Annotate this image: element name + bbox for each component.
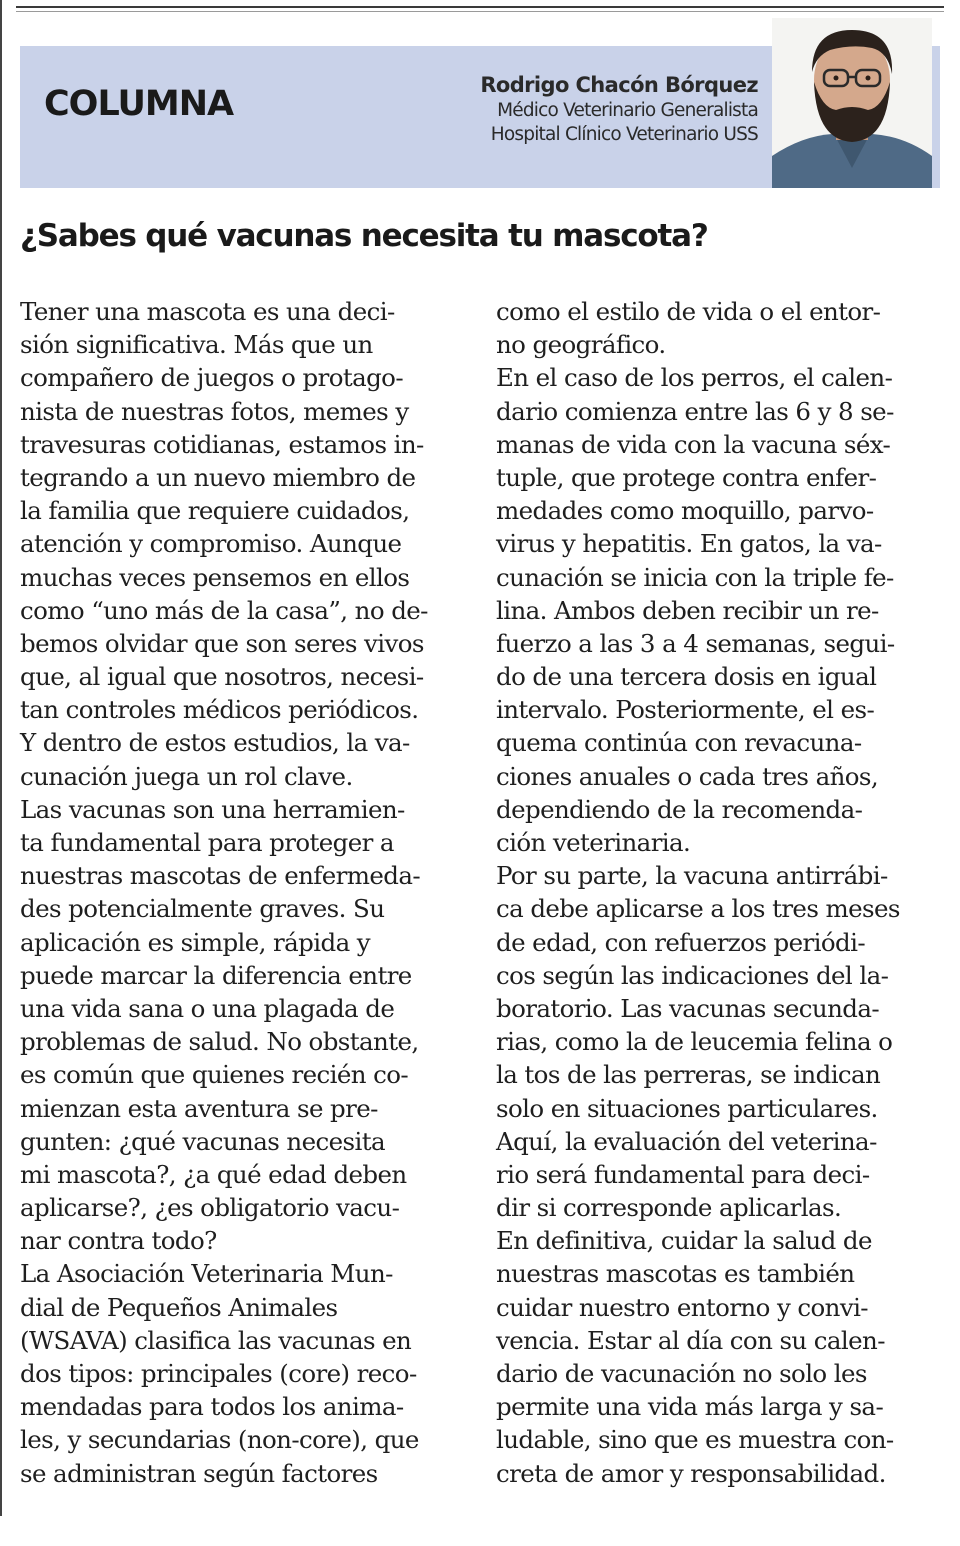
- article-text-line: aplicación es simple, rápida y: [20, 927, 371, 957]
- article-text-line: dial de Pequeños Animales: [20, 1292, 338, 1322]
- article-text-line: boratorio. Las vacunas secunda-: [496, 993, 880, 1023]
- author-institution: Hospital Clínico Veterinario USS: [490, 124, 758, 145]
- article-text-line: como el estilo de vida o el entor-: [496, 297, 881, 326]
- section-label: COLUMNA: [44, 84, 234, 124]
- article-text-line: nuestras mascotas es también: [496, 1259, 855, 1289]
- author-byline: [480, 72, 758, 147]
- article-text-line: Por su parte, la vacuna antirrábi-: [496, 861, 888, 891]
- article-text-line: es común que quienes recién co-: [20, 1060, 409, 1090]
- article-text-line: una vida sana o una plagada de: [20, 993, 395, 1023]
- article-text-line: problemas de salud. No obstante,: [20, 1027, 419, 1057]
- article-text-line: sión significativa. Más que un: [20, 330, 373, 360]
- author-name: Rodrigo Chacón Bórquez: [480, 73, 758, 97]
- article-text-line: mi mascota?, ¿a qué edad deben: [20, 1159, 407, 1189]
- article-text-line: tan controles médicos periódicos.: [20, 695, 419, 725]
- article-text-line: se administran según factores: [20, 1458, 378, 1488]
- article-text-line: la tos de las perreras, se indican: [496, 1060, 881, 1090]
- page-edge-rule: [0, 0, 2, 1516]
- article-text-line: dir si corresponde aplicarlas.: [496, 1193, 842, 1223]
- author-photo: [772, 18, 932, 188]
- article-text-line: cuidar nuestro entorno y convi-: [496, 1292, 868, 1322]
- article-text-line: ludable, sino que es muestra con-: [496, 1425, 894, 1455]
- article-text-line: dependiendo de la recomenda-: [496, 794, 863, 824]
- article-text-line: En definitiva, cuidar la salud de: [496, 1226, 872, 1256]
- article-text-line: ta fundamental para proteger a: [20, 828, 394, 857]
- article-text-line: intervalo. Posteriormente, el es-: [496, 695, 875, 725]
- article-text-line: ción veterinaria.: [496, 828, 691, 857]
- article-text-line: nista de nuestras fotos, memes y: [20, 396, 409, 426]
- article-text-line: puede marcar la diferencia entre: [20, 960, 412, 990]
- article-text-line: quema continúa con revacuna-: [496, 728, 862, 758]
- article-text-line: rio será fundamental para deci-: [496, 1159, 870, 1189]
- article-text-line: mendadas para todos los anima-: [20, 1392, 404, 1422]
- article-text-line: cos según las indicaciones del la-: [496, 960, 889, 990]
- article-text-line: compañero de juegos o protago-: [20, 363, 404, 393]
- article-text-line: que, al igual que nosotros, necesi-: [20, 662, 424, 692]
- article-text-line: Las vacunas son una herramien-: [20, 794, 405, 824]
- article-text-line: dos tipos: principales (core) reco-: [20, 1359, 417, 1388]
- column-banner: [20, 46, 940, 188]
- top-rule: [16, 6, 944, 8]
- article-text-line: La Asociación Veterinaria Mun-: [20, 1259, 393, 1289]
- article-text-line: atención y compromiso. Aunque: [20, 529, 402, 559]
- article-column-right: [496, 295, 942, 1490]
- article-text-line: no geográfico.: [496, 330, 666, 360]
- article-text-line: des potencialmente graves. Su: [20, 894, 385, 924]
- article-text-line: (WSAVA) clasifica las vacunas en: [20, 1325, 412, 1355]
- article-text-line: medades como moquillo, parvo-: [496, 496, 874, 526]
- article-text-line: Aquí, la evaluación del veterina-: [496, 1126, 877, 1156]
- article-text-line: de edad, con refuerzos periódi-: [496, 927, 866, 957]
- article-text-line: rias, como la de leucemia felina o: [496, 1027, 893, 1057]
- article-text-line: vencia. Estar al día con su calen-: [496, 1325, 885, 1355]
- article-text-line: nar contra todo?: [20, 1226, 217, 1256]
- top-rule-thin: [16, 11, 944, 12]
- article-text-line: gunten: ¿qué vacunas necesita: [20, 1126, 385, 1156]
- article-text-line: cunación se inicia con la triple fe-: [496, 562, 894, 592]
- article-headline: ¿Sabes qué vacunas necesita tu mascota?: [20, 218, 708, 254]
- article-text-line: Tener una mascota es una deci-: [20, 297, 395, 326]
- article-text-line: como “uno más de la casa”, no de-: [20, 595, 428, 625]
- article-text-line: creta de amor y responsabilidad.: [496, 1458, 886, 1488]
- article-text-line: permite una vida más larga y sa-: [496, 1392, 884, 1422]
- article-text-line: do de una tercera dosis en igual: [496, 662, 877, 692]
- article-text-line: travesuras cotidianas, estamos in-: [20, 429, 424, 459]
- article-text-line: bemos olvidar que son seres vivos: [20, 628, 424, 658]
- article-text-line: virus y hepatitis. En gatos, la va-: [496, 529, 882, 559]
- article-text-line: tuple, que protege contra enfer-: [496, 462, 877, 492]
- article-text-line: manas de vida con la vacuna séx-: [496, 429, 891, 459]
- article-text-line: lina. Ambos deben recibir un re-: [496, 595, 879, 625]
- article-text-line: muchas veces pensemos en ellos: [20, 562, 410, 592]
- article-text-line: En el caso de los perros, el calen-: [496, 363, 893, 393]
- article-text-line: la familia que requiere cuidados,: [20, 496, 410, 526]
- article-text-line: nuestras mascotas de enfermeda-: [20, 861, 421, 891]
- article-text-line: ca debe aplicarse a los tres meses: [496, 894, 900, 924]
- article-text-line: ciones anuales o cada tres años,: [496, 761, 879, 791]
- article-text-line: dario comienza entre las 6 y 8 se-: [496, 396, 894, 426]
- article-text-line: tegrando a un nuevo miembro de: [20, 462, 416, 492]
- article-text-line: solo en situaciones particulares.: [496, 1093, 878, 1123]
- article-text-line: aplicarse?, ¿es obligatorio vacu-: [20, 1193, 400, 1223]
- article-text-line: fuerzo a las 3 a 4 semanas, segui-: [496, 628, 895, 658]
- article-text-line: dario de vacunación no solo les: [496, 1359, 867, 1388]
- article-text-line: les, y secundarias (non-core), que: [20, 1425, 419, 1455]
- article-column-left: [20, 295, 468, 1490]
- article-text-line: Y dentro de estos estudios, la va-: [20, 728, 410, 758]
- article-text-line: mienzan esta aventura se pre-: [20, 1093, 378, 1123]
- author-role: Médico Veterinario Generalista: [497, 100, 758, 121]
- author-portrait-image: [772, 18, 932, 188]
- article-text-line: cunación juega un rol clave.: [20, 761, 353, 791]
